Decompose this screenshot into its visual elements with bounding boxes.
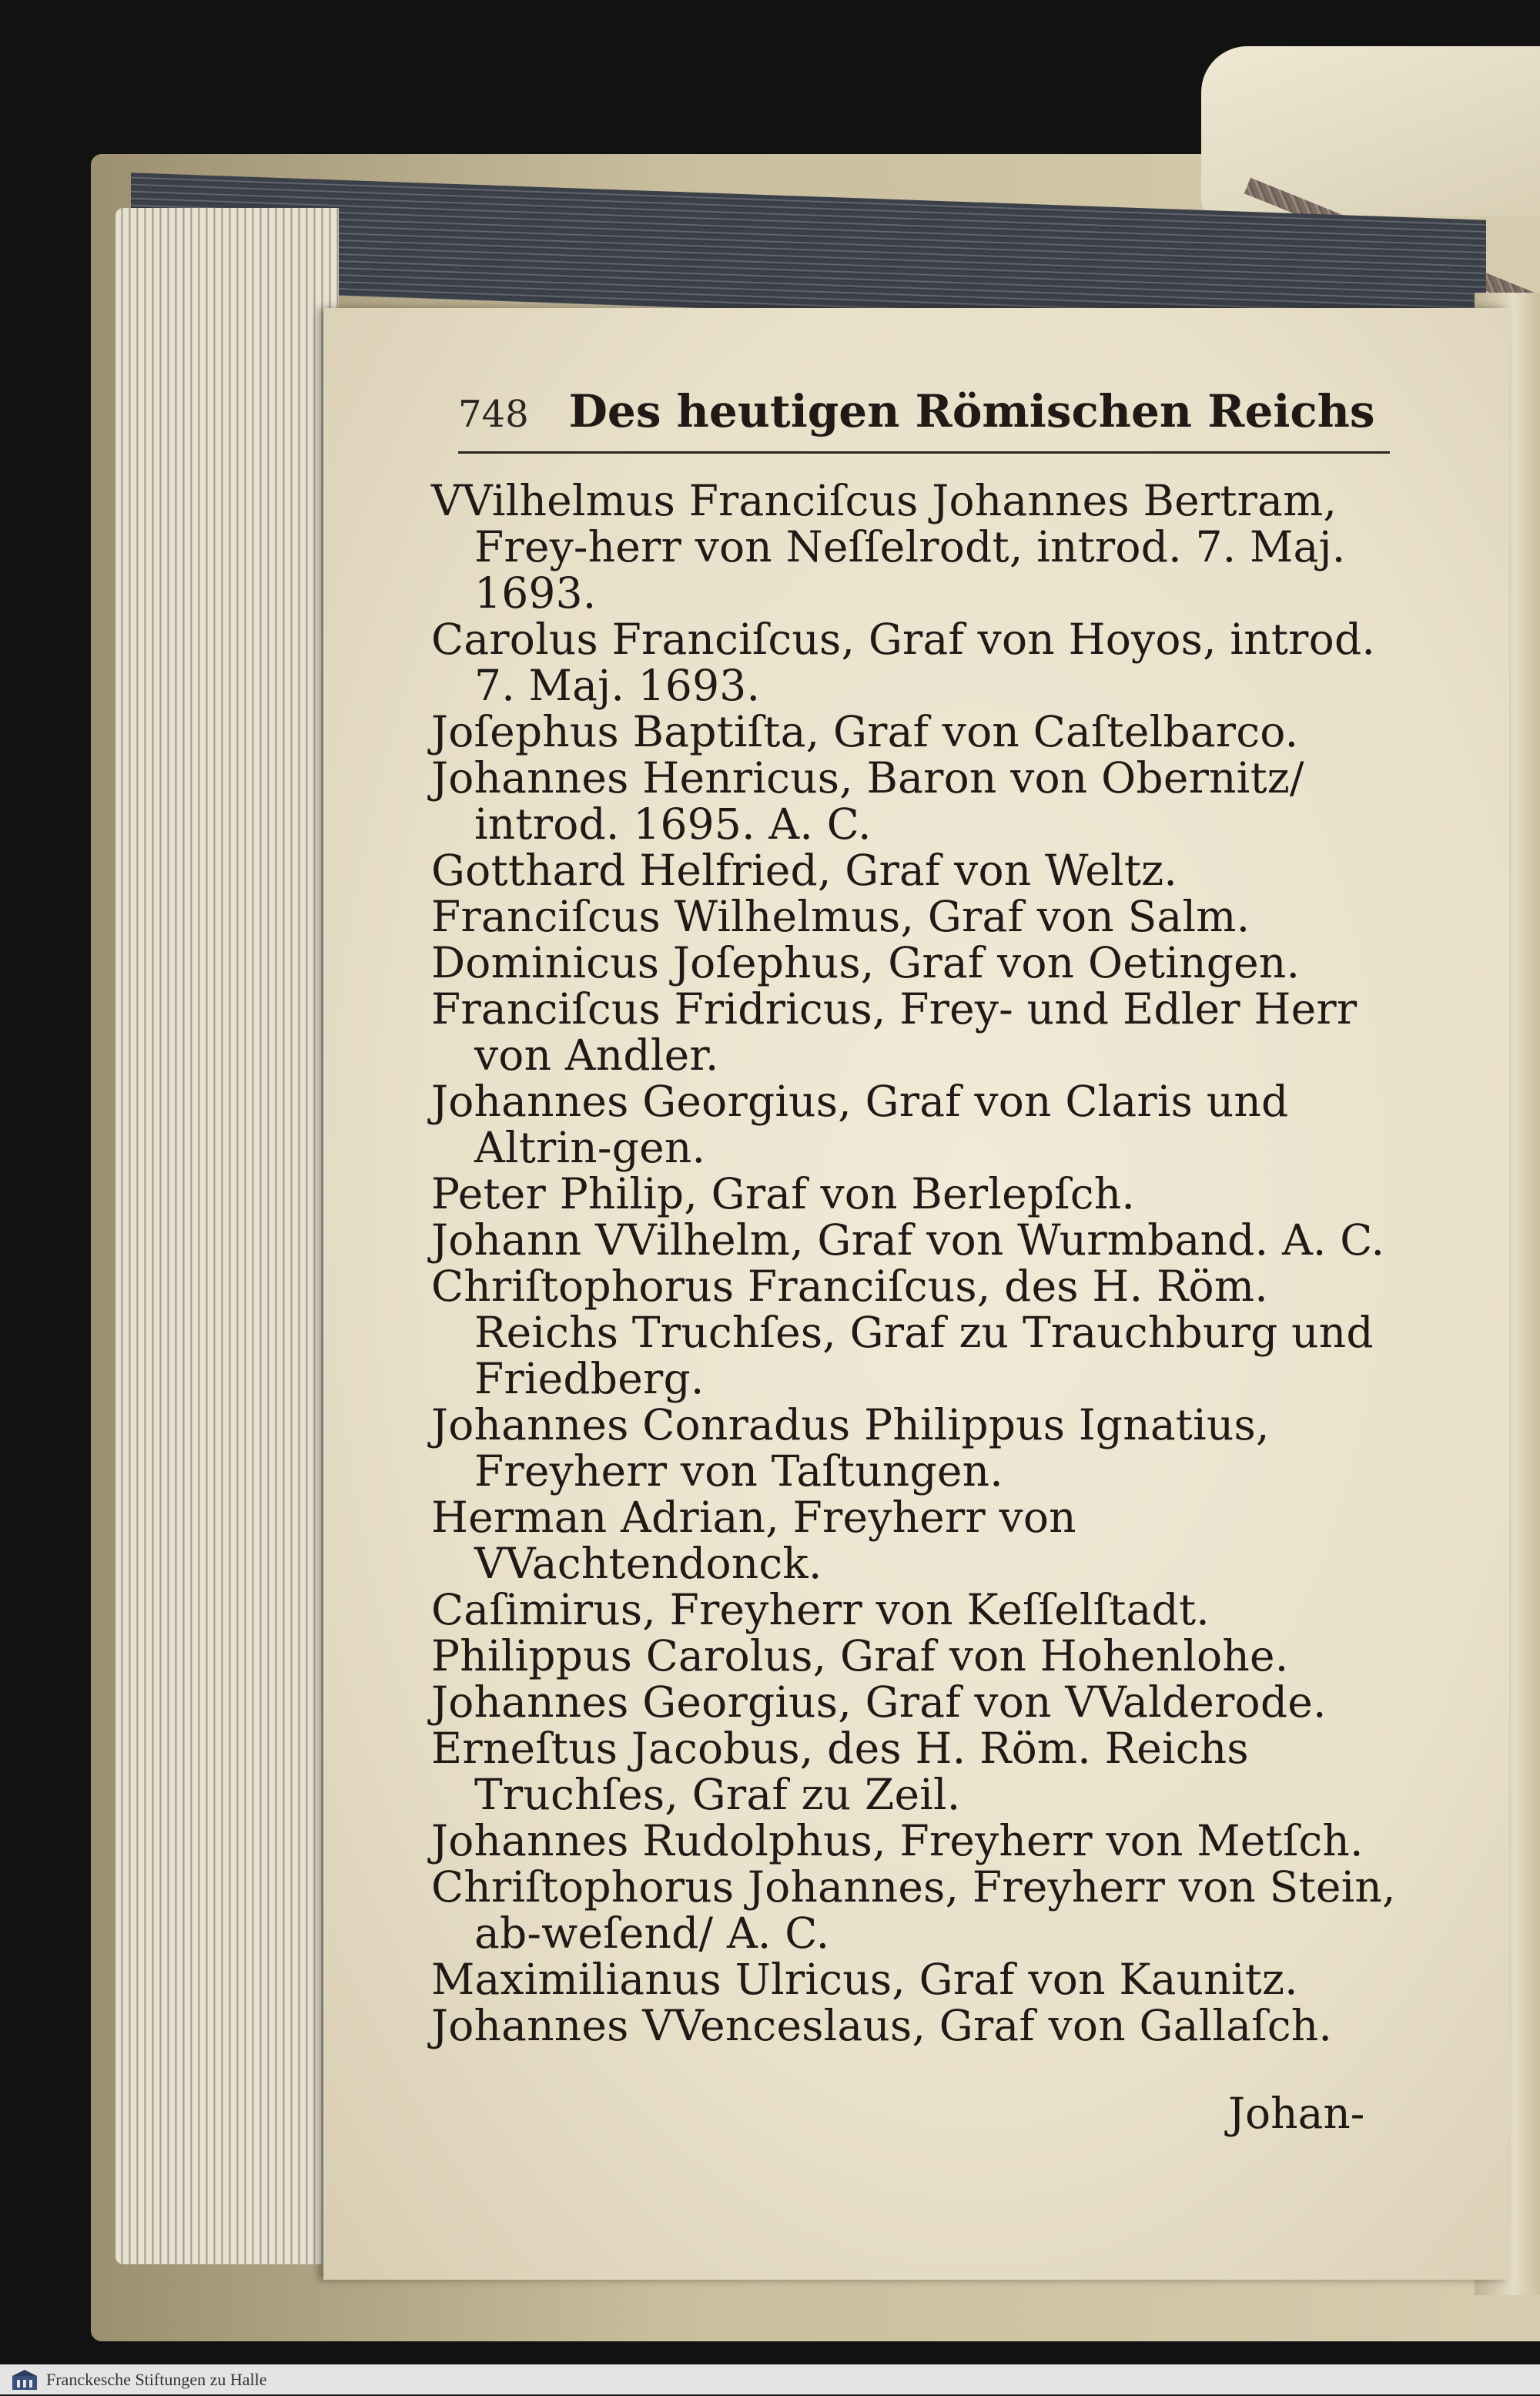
list-item: Johannes Conradus Philippus Ignatius, Freyherr von Taſtungen.: [431, 1400, 1270, 1496]
institution-logo-icon: [11, 2368, 38, 2391]
list-item: Erneſtus Jacobus, des H. Röm. Reichs Truchſes, Graf zu Zeil.: [431, 1724, 1249, 1819]
list-item: Herman Adrian, Freyherr von VVachtendonck.: [431, 1493, 1076, 1588]
list-item: Johannes VVenceslaus, Graf von Gallaſch.: [431, 2001, 1333, 2050]
list-item: Johannes Georgius, Graf von VValderode.: [431, 1677, 1327, 1727]
list-item: Johann VVilhelm, Graf von Wurmband. A. C.: [431, 1215, 1385, 1265]
list-item: Caſimirus, Freyherr von Keſſelſtadt.: [431, 1585, 1210, 1634]
list-item: Johannes Henricus, Baron von Obernitz/ introd. 1695. A. C.: [431, 753, 1304, 849]
list-item: Maximilianus Ulricus, Graf von Kaunitz.: [431, 1955, 1298, 2004]
running-head: Des heutigen Römischen Reichs: [568, 385, 1375, 437]
list-item: Peter Philip, Graf von Berlepſch.: [431, 1169, 1136, 1218]
list-item: Franciſcus Fridricus, Frey- und Edler Herr von Andler.: [431, 984, 1358, 1080]
list-item: Carolus Franciſcus, Graf von Hoyos, introd. 7. Maj. 1693.: [431, 615, 1376, 710]
list-item: Franciſcus Wilhelmus, Graf von Salm.: [431, 892, 1250, 941]
list-item: Dominicus Joſephus, Graf von Oetingen.: [431, 938, 1301, 987]
list-item: Chriſtophorus Johannes, Freyherr von Stein, ab-weſend/ A. C.: [431, 1862, 1396, 1958]
list-item: Gotthard Helfried, Graf von Weltz.: [431, 846, 1178, 895]
list-item: Joſephus Baptiſta, Graf von Caſtelbarco.: [431, 707, 1299, 756]
page-header: [458, 385, 1390, 454]
footer-bar: [0, 2364, 1540, 2394]
footer-label: Franckesche Stiftungen zu Halle: [46, 2369, 267, 2389]
page-block-side-edge: [116, 208, 339, 2264]
list-item: Chriſtophorus Franciſcus, des H. Röm. Reichs Truchſes, Graf zu Trauchburg und Friedberg.: [431, 1262, 1374, 1403]
name-list: [431, 478, 1409, 2049]
list-item: Philippus Carolus, Graf von Hohenlohe.: [431, 1631, 1289, 1681]
list-item: Johannes Rudolphus, Freyherr von Metſch.: [431, 1816, 1364, 1865]
list-item: VVilhelmus Franciſcus Johannes Bertram, Frey-herr von Neſſelrodt, introd. 7. Maj. 1693.: [431, 476, 1346, 618]
page-number: 748: [458, 393, 529, 436]
list-item: Johannes Georgius, Graf von Claris und Altrin-gen.: [431, 1077, 1289, 1172]
catchword: Johan-: [1228, 2089, 1365, 2138]
